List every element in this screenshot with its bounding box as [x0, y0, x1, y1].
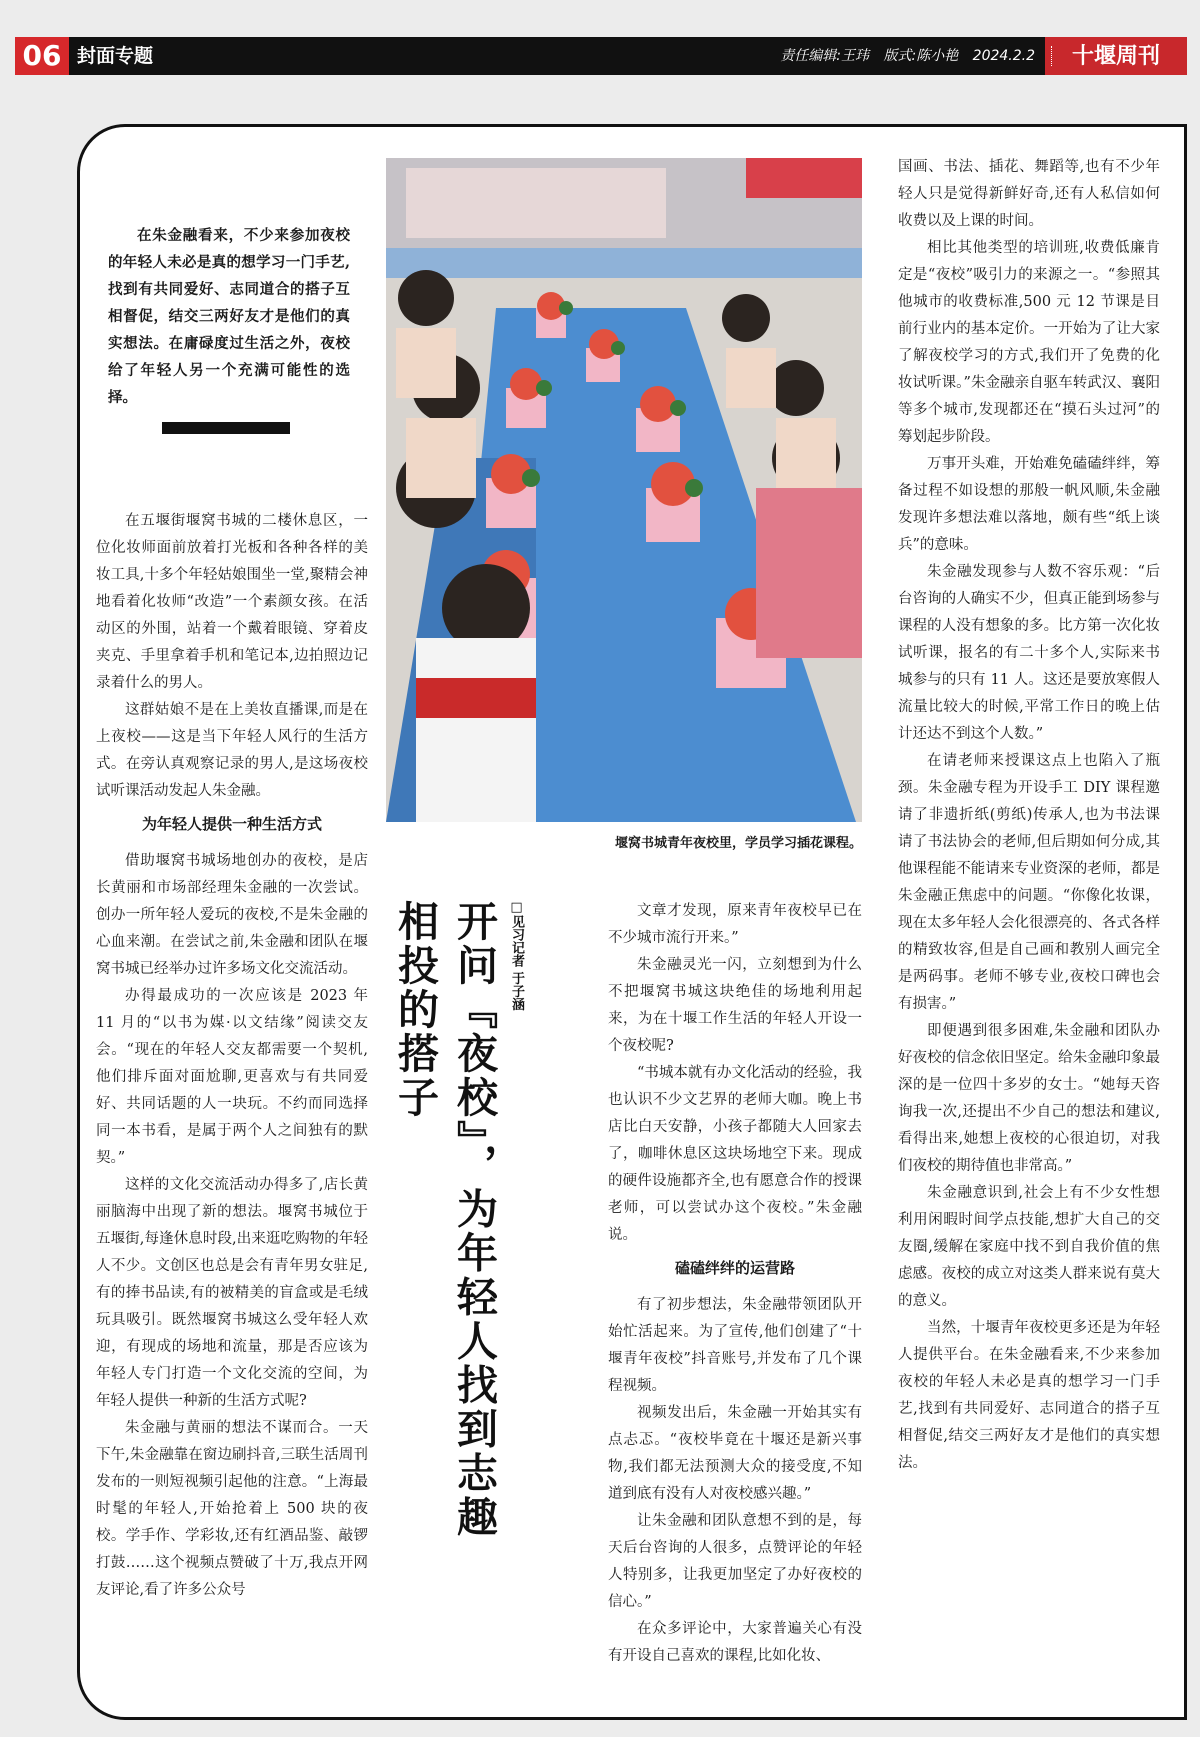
section-title: 封面专题: [77, 45, 154, 67]
paragraph: 朱金融发现参与人数不容乐观：“后台咨询的人确实不少，但真正能到场参与课程的人没有想象的多。比方第一次化妆试听课，报名的有二十多个人,实际来书城参与的只有 11 人。这还是要放寒假人流量比较大的时候,平常工作日的晚上估计还达不到这个人数。”: [898, 564, 1160, 742]
editor-credit: 责任编辑:王玮: [780, 48, 870, 64]
paragraph: 视频发出后，朱金融一开始其实有点忐忑。“夜校毕竟在十堰还是新兴事物,我们都无法预测大众的接受度,不知道到底有没有人对夜校感兴趣。”: [608, 1405, 862, 1502]
paragraph: 朱金融意识到,社会上有不少女性想利用闲暇时间学点技能,想扩大自己的交友圈,缓解在家庭中找不到自我价值的焦虑感。夜校的成立对这类人群来说有莫大的意义。: [898, 1185, 1160, 1309]
paragraph: 在五堰街堰窝书城的二楼休息区，一位化妆师面前放着打光板和各种各样的美妆工具,十多个年轻姑娘围坐一堂,聚精会神地看着化妆师“改造”一个素颜女孩。在活动区的外围，站着一个戴着眼镜、穿着皮夹克、手里拿着手机和笔记本,边拍照边记录着什么的男人。: [96, 513, 368, 691]
paragraph: 有了初步想法，朱金融带领团队开始忙活起来。为了宣传,他们创建了“十堰青年夜校”抖音账号,并发布了几个课程视频。: [608, 1297, 862, 1394]
paragraph: 在众多评论中，大家普遍关心有没有开设自己喜欢的课程,比如化妆、: [608, 1621, 862, 1664]
column-3: [898, 154, 1160, 1477]
page-number: 06: [15, 37, 69, 75]
brand-dotted-line: [1051, 46, 1055, 66]
paragraph: 相比其他类型的培训班,收费低廉肯定是“夜校”吸引力的来源之一。“参照其他城市的收费标准,500 元 12 节课是目前行业内的基本定价。一开始为了让大家了解夜校学习的方式,我们开了免费的化妆试听课。”朱金融亲自驱车转武汉、襄阳等多个城市,发现都还在“摸石头过河”的筹划起步阶段。: [898, 240, 1160, 445]
paragraph: 在请老师来授课这点上也陷入了瓶颈。朱金融专程为开设手工 DIY 课程邀请了非遗折纸(剪纸)传承人,也为书法课请了书法协会的老师,但后期如何分成,其他课程能不能请来专业资深的老师，都是朱金融正焦虑中的问题。“你像化妆课，现在太多年轻人会化很漂亮的、各式各样的精致妆容,但是自己画和教别人画完全是两码事。老师不够专业,夜校口碑也会有损害。”: [898, 753, 1160, 1012]
paragraph: 这群姑娘不是在上美妆直播课,而是在上夜校——这是当下年轻人风行的生活方式。在旁认真观察记录的男人,是这场夜校试听课活动发起人朱金融。: [96, 702, 368, 799]
column-1: [96, 508, 368, 1604]
paragraph: “书城本就有办文化活动的经验，我也认识不少文艺界的老师大咖。晚上书店比白天安静，小孩子都随大人回家去了，咖啡休息区这块场地空下来。现成的硬件设施都齐全,也有愿意合作的授课老师，可以尝试办这个夜校。”朱金融说。: [608, 1065, 862, 1243]
brand-name: 十堰周刊: [1071, 43, 1160, 69]
paragraph: 万事开头难，开始难免磕磕绊绊，筹备过程不如设想的那般一帆风顺,朱金融发现许多想法难以落地，颇有些“纸上谈兵”的意味。: [898, 456, 1160, 553]
column-2: [608, 898, 862, 1670]
page-header-bar: [15, 37, 1187, 75]
subheading: 磕磕绊绊的运营路: [674, 1259, 795, 1277]
photo-illustration: [386, 158, 862, 822]
paragraph: 当然，十堰青年夜校更多还是为年轻人提供平台。在朱金融看来,不少来参加夜校的年轻人未必是真的想学习一门手艺,找到有共同爱好、志同道合的搭子互相督促,结交三两好友才是他们的真实想法。: [898, 1320, 1160, 1471]
layout-credit: 版式:陈小艳: [883, 48, 959, 64]
credits: [770, 37, 1035, 75]
paragraph: 朱金融灵光一闪，立刻想到为什么不把堰窝书城这块绝佳的场地利用起来，为在十堰工作生活的年轻人开设一个夜校呢?: [608, 957, 862, 1054]
byline: □见习记者 于子涵: [509, 900, 524, 1011]
paragraph: 即便遇到很多困难,朱金融和团队办好夜校的信念依旧坚定。给朱金融印象最深的是一位四十多岁的女士。“她每天咨询我一次,还提出不少自己的想法和建议,看得出来,她想上夜校的心很迫切，对我们夜校的期待值也非常高。”: [898, 1023, 1160, 1174]
paragraph: 国画、书法、插花、舞蹈等,也有不少年轻人只是觉得新鲜好奇,还有人私信如何收费以及上课的时间。: [898, 159, 1160, 229]
paragraph: 借助堰窝书城场地创办的夜校，是店长黄丽和市场部经理朱金融的一次尝试。创办一所年轻人爱玩的夜校,不是朱金融的心血来潮。在尝试之前,朱金融和团队在堰窝书城已经举办过许多场文化交流活动。: [96, 853, 368, 977]
paragraph: 让朱金融和团队意想不到的是，每天后台咨询的人很多，点赞评论的年轻人特别多，让我更加坚定了办好夜校的信心。”: [608, 1513, 862, 1610]
paragraph: 这样的文化交流活动办得多了,店长黄丽脑海中出现了新的想法。堰窝书城位于五堰街,每逢休息时段,出来逛吃购物的年轻人不少。文创区也总是会有青年男女驻足,有的捧书品读,有的被精美的盲盒或是毛绒玩具吸引。既然堰窝书城这么受年轻人欢迎，有现成的场地和流量，那是否应该为年轻人专门打造一个文化交流的空间，为年轻人提供一种新的生活方式呢?: [96, 1177, 368, 1409]
pull-quote-bar: [162, 422, 290, 434]
paragraph: 文章才发现，原来青年夜校早已在不少城市流行开来。”: [608, 903, 862, 946]
flower-class-photo: [386, 158, 862, 822]
pull-quote-text: 在朱金融看来，不少来参加夜校的年轻人未必是真的想学习一门手艺,找到有共同爱好、志同道合的搭子互相督促，结交三两好友才是他们的真实想法。在庸碌度过生活之外，夜校给了年轻人另一个充满可能性的选择。: [108, 227, 350, 406]
issue-date: 2024.2.2: [972, 48, 1035, 64]
paragraph: 朱金融与黄丽的想法不谋而合。一天下午,朱金融靠在窗边刷抖音,三联生活周刊发布的一则短视频引起他的注意。“上海最时髦的年轻人,开始抢着上 500 块的夜校。学手作、学彩妆,还有红酒品鉴、敲锣打鼓……这个视频点赞破了十万,我点开网友评论,看了许多公众号: [96, 1420, 368, 1598]
paragraph: 办得最成功的一次应该是 2023 年 11 月的“以书为媒·以文结缘”阅读交友会。“现在的年轻人交友都需要一个契机,他们排斥面对面尬聊,更喜欢与有共同爱好、共同话题的人一块玩。不约而同选择同一本书看，是属于两个人之间独有的默契。”: [96, 988, 368, 1166]
photo-caption: 堰窝书城青年夜校里，学员学习插花课程。: [614, 836, 862, 851]
article-headline: 开问『夜校』，为年轻人找到志趣相投的搭子: [391, 900, 498, 1540]
pull-quote: [108, 222, 350, 411]
brand-logo: [1045, 37, 1187, 75]
subheading: 为年轻人提供一种生活方式: [141, 815, 322, 833]
